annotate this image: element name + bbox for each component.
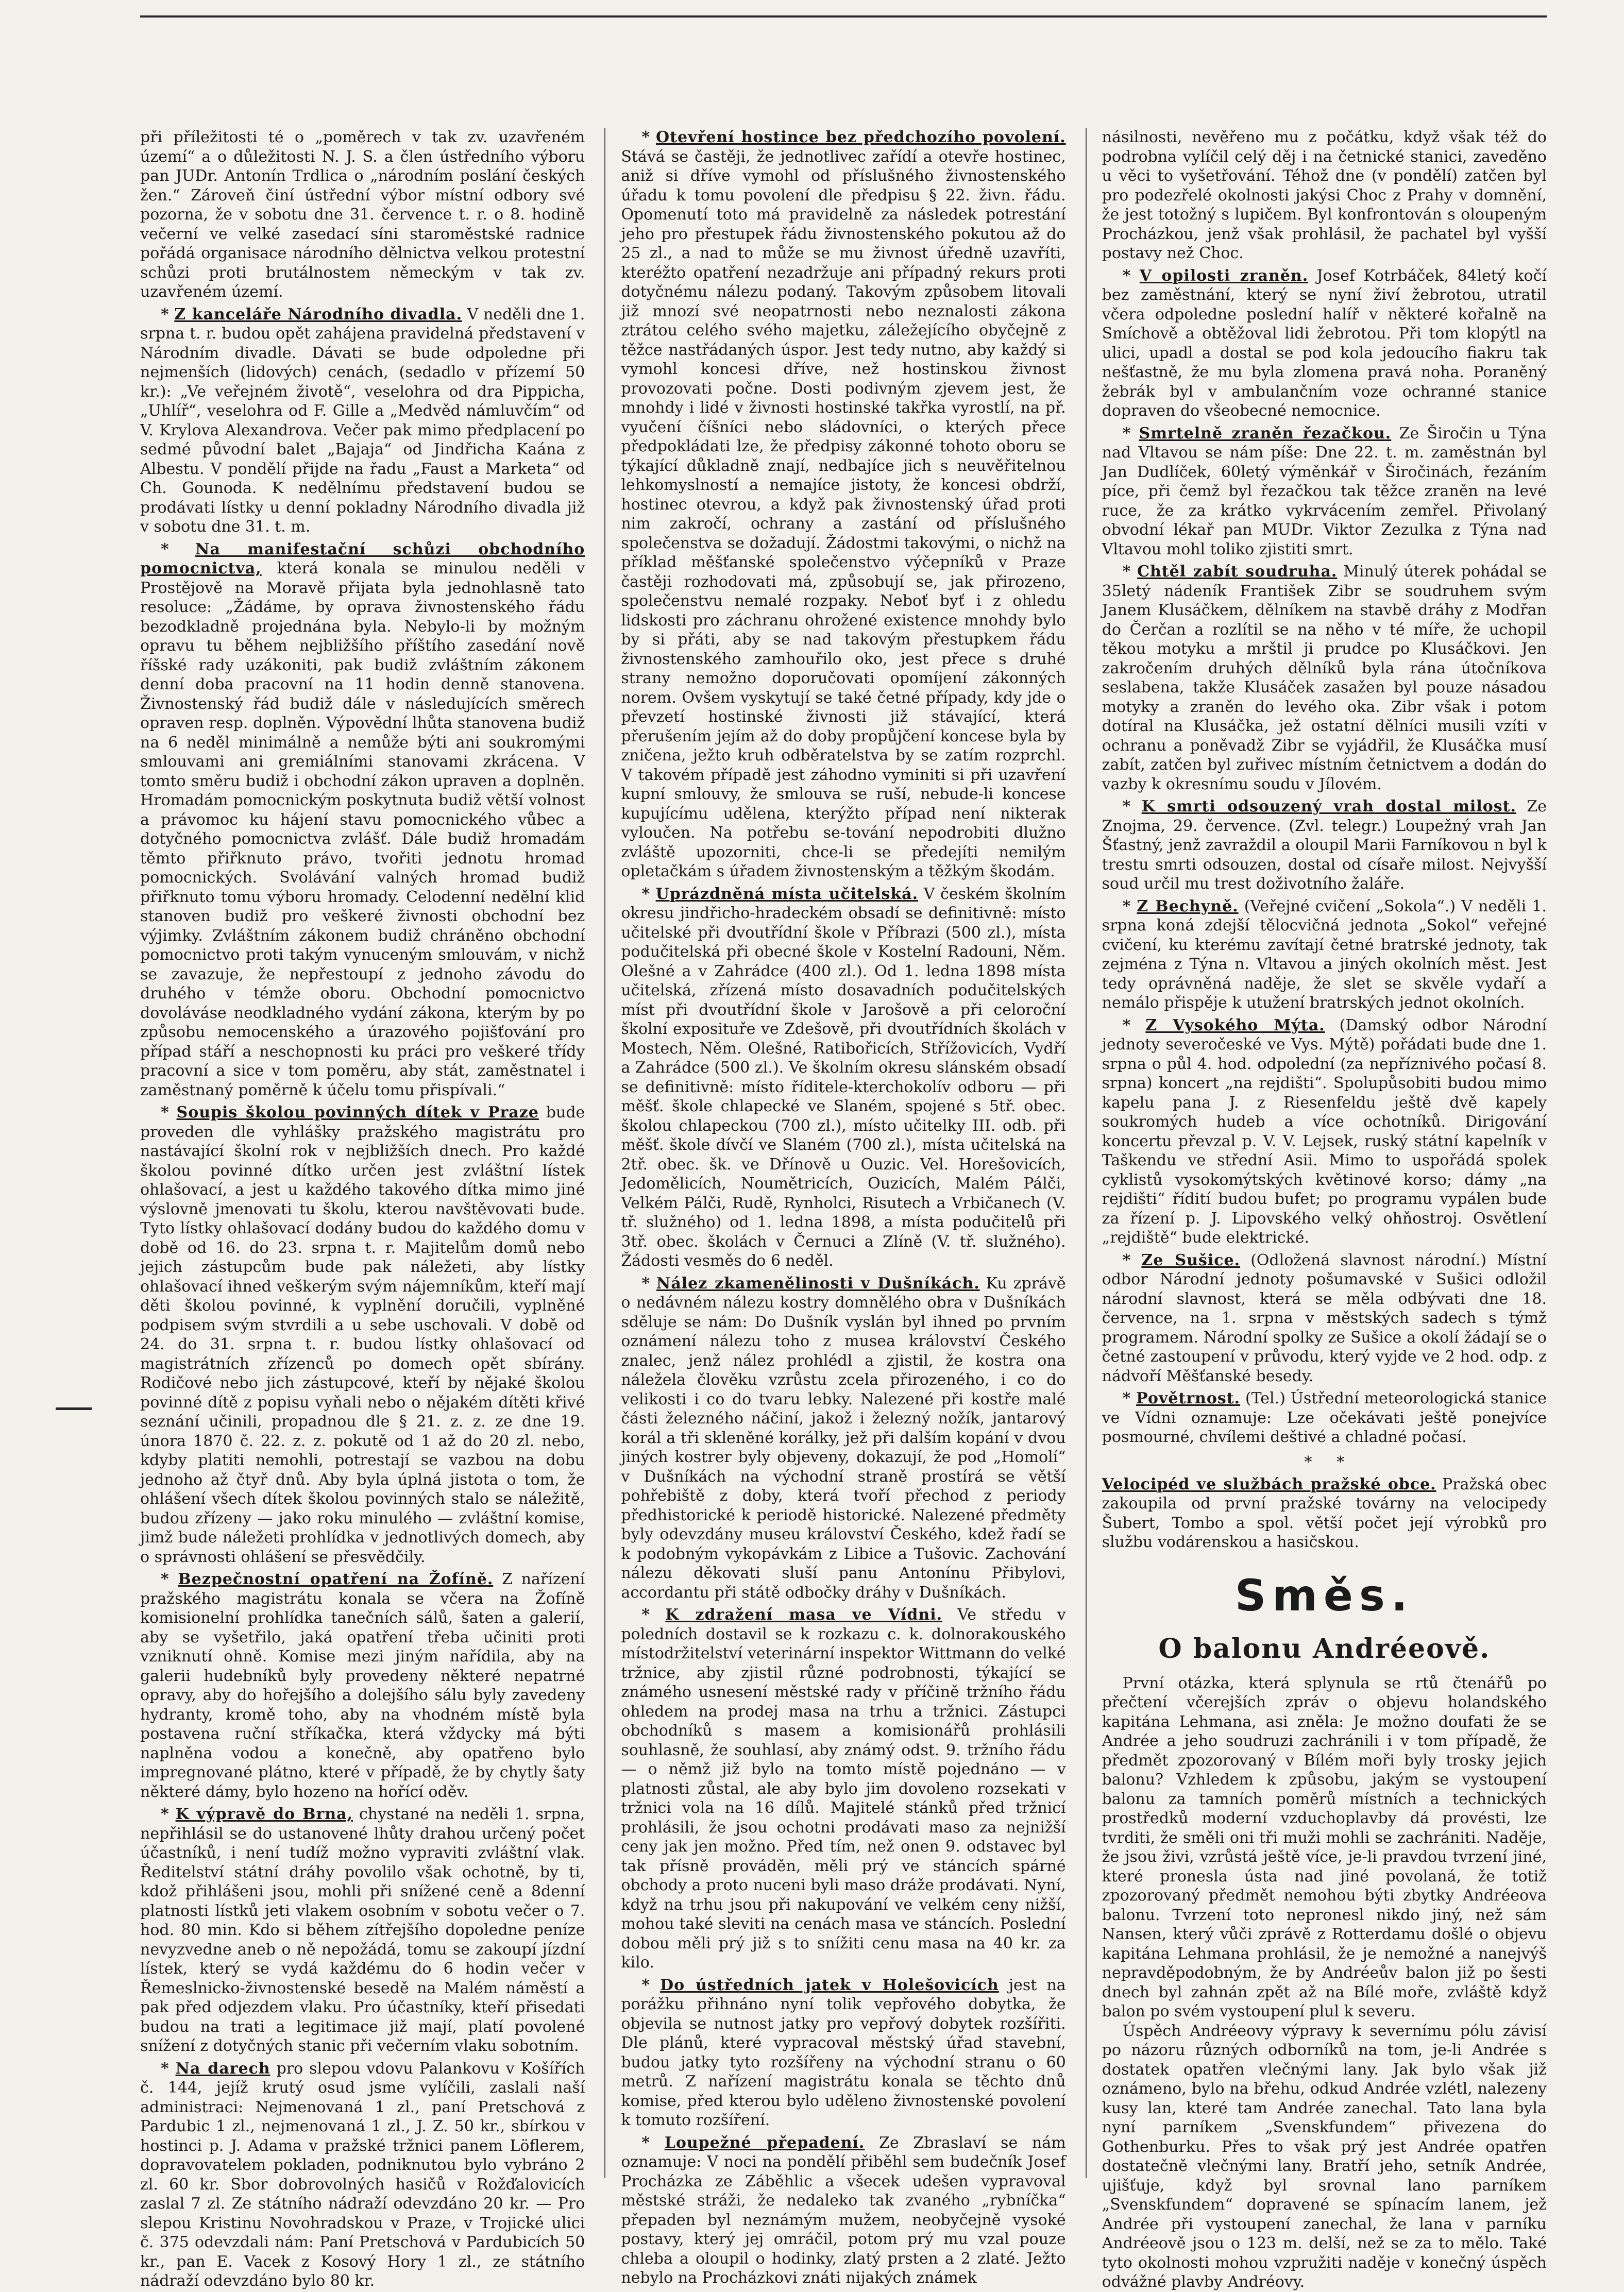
- article: [1102, 1475, 1547, 1552]
- article-body: při příležitosti té o „poměrech v tak zv. uzavřeném území“ a o důležitosti N. J. S. a člen ústředního výboru pan JUDr. Antonín Trdlica o „národním poslání českých žen.“ Zároveň činí ústřední výbor místní odbory své pozorna, že v sobotu dne 31. července t. r. o 8. hodině večerní ve velké zasedací síni staroměstské radnice pořádá organisace národního dělnictva velkou protestní schůzi proti brutálnostem německým v tak zv. uzavřeném území.: [140, 128, 585, 301]
- article-title: Chtěl zabít soudruha.: [1137, 563, 1338, 581]
- article-body: (Odložená slavnost národní.) Místní odbor Národní jednoty pošumavské v Sušici odložil národní slavnost, která se měla odbývati dne 18. července, na 1. srpna v městských sadech s týmž programem. Národní spolky ze Sušice a okolí žádají se o četné zastoupení v průvodu, který vyjde ve 2 hod. odp. z nádvoří Měšťanské besedy.: [1102, 1251, 1547, 1385]
- article-title: Otevření hostince bez předchozího povolení.: [656, 128, 1066, 146]
- article: * Bezpečnostní opatření na Žofíně. Z nařízení pražského magistrátu konala se včera na Žofíně komisionelní prohlídka tanečních sálů, šaten a galerií, aby se vyšetřilo, jaká opatření třeba učiniti proti vzniknutí ohně. Komise mezi jiným nařídila, aby na galerii hudebníků byly provedeny některé nepatrné opravy, aby do hořejšího a dolejšího sálu byly zavedeny hydranty, kromě toho, aby na vhodném místě byla postavena ruční stříkačka, která vždycky má býti naplněna vodou a konečně, aby opatřeno bylo impregnované plátno, které v případě, že by chytly šaty některé dámy, bylo hozeno na hořící oděv.: [140, 1570, 585, 1801]
- top-rule: [140, 15, 1547, 18]
- column-1: [140, 128, 585, 2290]
- article-title: Velocipéd ve službách pražské obce.: [1102, 1475, 1436, 1493]
- article-title: Uprázdněná místa učitelská.: [655, 885, 919, 903]
- article-body: chystané na neděli 1. srpna, nepřihlásil se do ustanovené lhůty drahou určený počet účastníků, i není tudíž možno vypraviti zvláštní vlak. Ředitelství státní dráhy povolilo však ochotně, by ti, kdož přihlášeni jsou, mohli při snížené ceně a 8denní platnosti lístků jeti vlakem osobním v sobotu večer o 7. hod. 80 min. Kdo si během zítřejšího dopoledne peníze nevyzvedne aneb o ně nepožádá, tomu se zakoupí jízdní lístek, který se vydá každému do 6 hodin večer v Řemeslnicko-živnostenské besedě na Malém náměstí a pak před odjezdem vlaku. Pro účastníky, kteří přisedati budou na trati a legitimace již mají, platí povolené snížení z dotyčných stanic při večerním vlaku sobotním.: [140, 1805, 585, 2055]
- article-title: Do ústředních jatek v Holešovicích: [660, 1976, 999, 1994]
- article-body: Pražská obec zakoupila od první pražské továrny na velocipedy Šubert, Tombo a spol. větší počet její výrobků pro službu vodárenskou a hasičskou.: [1102, 1475, 1547, 1551]
- article-body: Ze Širočin u Týna nad Vltavou se nám píše: Dne 22. t. m. zaměstnán byl Jan Dudlíček, 60letý výměnkář v Širočinách, řezáním píce, při čemž byl řezačkou tak těžce zraněn na levé ruce, že za krátko vykrvácením zemřel. Přivolaný obvodní lékař pan MUDr. Viktor Zezulka z Týna nad Vltavou mohl toliko zjistiti smrt.: [1102, 424, 1547, 558]
- article: * Nález zkamenělinosti v Dušníkách. Ku zprávě o nedávném nálezu kostry domnělého obra v Dušníkách sděluje se nám: Do Dušník vyslán byl ihned po prvním oznámení nálezu toho z musea království Českého znalec, jenž nález prohlédl a zjistil, že kostra ona náležela člověku vzrůstu zcela přirozeného, i co do velikosti i co do tvaru lebky. Nalezené při kostře malé části železného náčiní, jakož i železný nožík, jantarový korál a tři skleněné korálky, jež při dalším kopání v dvou jiných kostrer byly objeveny, dokazují, že pod „Homolí“ v Dušníkách na východní straně prostírá se větší pohřebiště z doby, která tvoří přechod z periody předhistorické k periodě historické. Nalezené předměty byly odevzdány museu království Českého, kdež řadí se k podobným vykopávkám z Libice a Tušovic. Zachování nálezu děkovati sluší panu Antonínu Přibylovi, accordantu při státě odbočky dráhy v Dušníkách.: [621, 1274, 1066, 1602]
- article-body: násilnosti, nevěřeno mu z počátku, když však též do podrobna vylíčil celý děj i na četnické stanici, zaveděno u věci to vyšetřování. Téhož dne (v pondělí) zatčen byl pro podezřelé okolnosti jakýsi Choc z Prahy v domnění, že jest totožný s lupičem. Byl konfrontován s oloupeným Procházkou, jenž však prohlásil, že pachatel byl vyšší postavy než Choc.: [1102, 128, 1547, 262]
- article-body: bude proveden dle vyhlášky pražského magistrátu pro nastávající školní rok v nejbližších dnech. Pro každé školou povinné dítko určen jest zvláštní lístek ohlašovací, a jest u každého takového dítka mimo jiné výslovně jmenovati tu školu, kterou navštěvovati bude. Tyto lístky ohlašovací dodány budou do každého domu v době od 16. do 23. srpna t. r. Majitelům domů nebo jejich zástupcům bude pak náležeti, aby lístky ohlašovací ihned veškerým svým nájemníkům, kteří mají děti školou povinné, k vyplnění doručili, vyplněné podpisem svým stvrdili a u sebe uschovali. V době od 24. do 31. srpna t. r. budou lístky ohlašovací od magistrátních zřízenců po domech opět sbírány. Rodičové nebo jich zástupcové, kteří by nějaké školou povinné dítě z popisu vyňali nebo o nějakém dítěti křivé seznání učinili, propadnou dle § 21. z. z. ze dne 19. února 1870 č. 22. z. z. pokutě od 1 až do 20 zl. nebo, kdyby platiti nemohli, potrestají se vazbou na dobu jednoho až čtyř dnů. Aby byla úplná jistota o tom, že ohlášení všech dítek školou povinných stalo se náležitě, budou zřízeny — jako roku minulého — zvláštní komise, jimž bude náležeti prohlídka v jednotlivých domech, aby o správnosti ohlášení se přesvědčily.: [140, 1103, 585, 1566]
- section-title: Směs.: [1234, 1570, 1414, 1621]
- article-body: (Tel.) Ústřední meteorologická stanice ve Vídni oznamuje: Lze očekávati ještě ponejvíce posmourné, chvílemi deštivé a chladné počasí.: [1102, 1389, 1547, 1446]
- article-title: Na darech: [175, 2059, 270, 2078]
- section-subtitle: O balonu Andréeově.: [1158, 1633, 1491, 1665]
- section-paragraph: První otázka, která splynula se rtů čtenářů po přečtení včerejších zpráv o objevu holandského kapitána Lehmana, asi zněla: Je možno doufati že se Andrée a jeho soudruzi zachránili i v tom případě, že předmět zpozorovaný v Bílém moři byly trosky jejich balonu? Vzhledem k způsobu, jakým se vystoupení balonu za tamních poměrů místních a technických prostředků moderní vzduchoplavby dá provésti, lze tvrditi, že směli oni tři muži mohli se zachrániti. Naděje, že jsou živi, vzrůstá ještě více, je-li pravdou tvrzení jiné, které pronesla ústa nad jiné povolaná, že totiž zpozorovaný předmět nemohou býti zbytky Andréeova balonu. Tvrzení toto nepronesl nikdo jiný, než sám Nansen, který vůči zprávě z Rotterdamu došlé o objevu kapitána Lehmana prohlásil, že je nemožné a nanejvýš nepravděpodobným, že by Andréeův balon již po šesti dnech byl zahnán zpět až na Bílé moře, zvláště když balon po svém vystoupení plul k severu.: [1102, 1674, 1547, 2021]
- article-title: Smrtelně zraněn řezačkou.: [1139, 424, 1392, 443]
- article: * Chtěl zabít soudruha. Minulý úterek pohádal se 35letý nádeník František Zibr se soudruhem svým Janem Klusáčkem, dělníkem na stavbě dráhy z Modřan do Čerčan a rozlítil se na něho v té míře, že uchopil těkou motyku a mrštil ji prudce po Klusáčkovi. Jen zakročením druhých dělníků byla rána útočníkova seslabena, takže Klusáček zasažen byl pouze násadou motyky a zraněn do levého oka. Zibr však i potom dotíral na Klusáčka, jež ostatní dělníci musili vzíti v ochranu a poněvadž Zibr se vyjádřil, že Klusáčka musí zabít, zatčen byl zuřivec místním četnictvem a dodán do vazby k okresnímu soudu v Jílovém.: [1102, 563, 1547, 793]
- article: * Do ústředních jatek v Holešovicích jest na porážku přihnáno nyní tolik vepřového dobytka, že objevila se nutnost jatky pro vepřový dobytek rozšířiti. Dle plánů, které vypracoval městský úřad stavební, budou jatky tyto rozšířeny na východní stranu o 60 metrů. Z nařízení magistrátu konala se těchto dnů komise, před kterou bylo uděleno živnostenské povolení k tomuto rozšíření.: [621, 1976, 1066, 2129]
- column-2: [604, 128, 1066, 2287]
- article: * Z Bechyně. (Veřejné cvičení „Sokola“.) V neděli 1. srpna koná zdejší tělocvičná jednota „Sokol“ veřejné cvičení, ku kterému zavítají četné bratrské jednoty, tak zejména z Týna n. Vltavou a jiných okolních měst. Jest tedy oprávněná naděje, že slet se skvěle vydaří a nemálo přispěje k utužení bratrských jednot okolních.: [1102, 897, 1547, 1012]
- article: [1102, 1674, 1547, 2292]
- article-title: Loupežné přepadení.: [664, 2133, 865, 2152]
- article-title: Na manifestační schůzi obchodního pomocnictva,: [140, 540, 585, 578]
- article-title: Z kanceláře Národního divadla.: [174, 305, 463, 324]
- article-title: Povětrnost.: [1136, 1389, 1241, 1407]
- article: * Otevření hostince bez předchozího povolení. Stává se častěji, že jednotlivec zařídí a otevře hostinec, aniž si dříve vymohl od příslušného živnostenského úřadu k tomu povolení dle předpisu § 22. živn. řádu. Opomenutí toto má pravidelně za následek potrestání jeho pro přestupek řádu živnostenského pokutou až do 25 zl., a nad to může se mu živnost úředně uzavříti, kteréžto opatření nezadržuje ani případný rekurs proti dotyčnému nálezu podaný. Takovým způsobem litovali již mnozí své neopatrnosti nebo neznalosti zákona ztrátou celého svého majetku, záležejícího obyčejně z těžce nastřádaných úspor. Jest tedy nutno, aby každý si vymohl koncesi dříve, než hostinskou živnost provozovati počne. Dosti podivným zjevem jest, že mnohdy i lidé v živnosti hostinské takřka vyrostlí, na př. vyučení číšníci nebo sládovníci, o kterých přece předpokládati lze, že předpisy zákonné tohoto oboru se týkající důkladně znají, nedbajíce jich s neuvěřitelnou lehkomyslností a nemajíce jistoty, že koncesi obdrží, hostinec otevrou, a když pak živnostenský úřad proti nim zakročí, ochrany a zastání od příslušného společenstva se dožadují. Žádostmi takovými, o nichž na příklad měšťanské společenstvo výčepníků v Praze častěji rozhodovati má, způsobují se, jak přirozeno, společenstvu nemalé rozpaky. Neboť byť i z ohledu lidskosti pro záchranu ohrožené existence mnohdy bylo by si přáti, aby se nad takovým přestupkem řádu živnostenského zamhouřilo oko, jest přece s druhé strany nemožno doporučovati opomíjení zákonných norem. Ovšem vyskytují se také četné případy, kdy jde o převzetí hostinské živnosti již stávající, která přerušením jejím až do doby propůjčení koncese byla by zničena, ježto kruh odběratelstva by se zatím rozprchl. V takovém případě jest záhodno vyminiti si při uzavření kupní smlouvy, že smlouva se ruší, nebude-li koncese kupujícímu udělena, kterýžto případ není nikterak vyloučen. Na potřebu se-tování nepodrobiti dlužno zvláště upozorniti, chce-li se předejíti nemilým opletačkám s úřadem živnostenským a těžkým škodám.: [621, 128, 1066, 880]
- article-body: pro slepou vdovu Palankovu v Košířích č. 144, jejíž krutý osud jsme vylíčili, zaslali naší administraci: Nejmenovaná 1 zl., paní Pretschová z Pardubic 1 zl., nejmenovaná 1 zl., J. Z. 50 kr., sbírkou v hostinci p. J. Adama v pražské tržnici panem Löflerem, dopravovatelem pokladen, podniknutou bylo vybráno 2 zl. 60 kr. Sbor dobrovolných hasičů v Rožďalovicích zaslal 7 zl. Ze státního nádraží odevzdáno 20 kr. — Pro slepou Kristinu Novohradskou v Praze, v Trojické ulici č. 375 odevzdali nám: Paní Pretschová v Pardubicích 50 kr., pan E. Vacek z Kosový Hory 1 zl., ze státního nádraží odevzdáno bylo 80 kr.: [140, 2059, 585, 2290]
- article: * K zdražení masa ve Vídni. Ve středu v poledních dostavil se k rozkazu c. k. dolnorakouského místodržitelství veterinární inspektor Wittmann do velké tržnice, aby zjistil různé podrobnosti, týkající se známého usnesení městské rady v příčině tržního řádu ohledem na prodej masa na trhu a tržnici. Zástupci obchodníků s masem a komisionářů prohlásili souhlasně, že souhlasí, aby známý odst. 9. tržního řádu — o němž již bylo na tomto místě pojednáno — v platnosti zůstal, ale aby bylo jim dovoleno rozsekati v tržnici vola na 16 dílů. Majitelé stánků před tržnicí prohlásili, že jsou ochotni prodávati maso za nejnižší ceny jak jen možno. Před tím, než onen 9. odstavec byl tak přísně prováděn, měli prý ve stáncích spárné obchody a proto nuceni byli maso dráže prodávati. Nyní, když na trhu jsou při nakupování ve velkém ceny nižší, mohou také sleviti na cenách masa ve stáncích. Poslední dobou měli prý již s to snížiti cenu masa na 40 kr. za kilo.: [621, 1606, 1066, 1972]
- article: * Loupežné přepadení. Ze Zbraslaví se nám oznamuje: V noci na pondělí přiběhl sem budečník Josef Procházka ze Záběhlic a všecek udešen vypravoval městské stráži, že nedaleko tak zvaného „rybníčka“ přepaden byl neznámým mužem, neobyčejně vysoké postavy, který jej omráčil, potom prý mu vzal pouze chleba a oloupil o hodinky, zlatý prsten a 2 zlaté. Ježto nebylo na Procházkovi znáti nijakých známek: [621, 2133, 1066, 2287]
- article: * Povětrnost. (Tel.) Ústřední meteorologická stanice ve Vídni oznamuje: Lze očekávati ještě ponejvíce posmourné, chvílemi deštivé a chladné počasí.: [1102, 1389, 1547, 1446]
- article: * Na darech pro slepou vdovu Palankovu v Košířích č. 144, jejíž krutý osud jsme vylíčili, zaslali naší administraci: Nejmenovaná 1 zl., paní Pretschová z Pardubic 1 zl., nejmenovaná 1 zl., J. Z. 50 kr., sbírkou v hostinci p. J. Adama v pražské tržnici panem Löflerem, dopravovatelem pokladen, podniknutou bylo vybráno 2 zl. 60 kr. Sbor dobrovolných hasičů v Rožďalovicích zaslal 7 zl. Ze státního nádraží odevzdáno 20 kr. — Pro slepou Kristinu Novohradskou v Praze, v Trojické ulici č. 375 odevzdali nám: Paní Pretschová v Pardubicích 50 kr., pan E. Vacek z Kosový Hory 1 zl., ze státního nádraží odevzdáno bylo 80 kr.: [140, 2059, 585, 2290]
- article-body: Z nařízení pražského magistrátu konala se včera na Žofíně komisionelní prohlídka tanečních sálů, šaten a galerií, aby se vyšetřilo, jaká opatření třeba učiniti proti vzniknutí ohně. Komise mezi jiným nařídila, aby na galerii hudebníků byly provedeny některé nepatrné opravy, aby do hořejšího a dolejšího sálu byly zavedeny hydranty, kromě toho, aby na vhodném místě byla postavena ruční stříkačka, která vždycky má býti naplněna vodou a konečně, aby opatřeno bylo impregnované plátno, které v případě, že by chytly šaty některé dámy, bylo hozeno na hořící oděv.: [140, 1570, 585, 1801]
- article-title: Bezpečnostní opatření na Žofíně.: [178, 1570, 494, 1588]
- article-body: V českém školním okresu jindřicho-hradeckém obsadí se definitivně: místo učitelské při dvoutřídní škole v Příbrazi (500 zl.), místa podučitelská při obecné škole v Kostelní Radouni, Něm. Olešné a v Zahrádce (400 zl.). Od 1. ledna 1898 místa učitelská, zřízená místo dosavadních podučitelských míst při dvoutřídní škole v Jarošově a při celoroční školní exposituře ve Zdešově, při dvoutřídních školách v Mostech, Něm. Olešné, Ratibořicích, Střížovicích, Vydří a Zahrádce (500 zl.). Ve školním okresu slánském obsadí se definitivně: místo říditele-kterchokolív odboru — při měšť. škole chlapecké ve Slaném, spojené s 5tř. obec. školou chlapeckou (700 zl.), místo učitelky III. odb. při měšť. škole dívčí ve Slaném (700 zl.), místa učitelská na 2tř. obec. šk. ve Dřínově u Ouzic. Vel. Horešovicích, Jedomělicích, Noumětricích, Ouzicích, Malém Pálči, Velkém Pálči, Rudě, Rynholci, Risutech a Vrbičanech (V. tř. služného) od 1. ledna 1898, a místa podučitelů při 3tř. obec. školách v Černuci a Zlíně (V. tř. služného). Žádosti vesměs do 6 neděl.: [621, 885, 1066, 1270]
- article: [1102, 128, 1547, 263]
- article-body: která konala se minulou neděli v Prostějově na Moravě přijata byla jednohlasně tato resoluce: „Žádáme, by oprava živnostenského řádu bezodkladně projednána byla. Nebylo-li by možným opravu tu během nejbližšího příštího zasedání nově říšské rady uzákoniti, pak budiž zvláštním zákonem denní doba pracovní na 11 hodin denně stanovena. Živnostenský řád budiž dále v následujících směrech opraven resp. doplněn. Výpovědní lhůta stanovena budiž na 6 neděl minimálně a nemůže býti ani soukromými smlouvami ani gremiálními stanovami zkrácena. V tomto směru budiž i obchodní zákon upraven a doplněn. Hromadám pomocnickým poskytnuta budiž větší volnost a právomoc ku hájení stavu pomocnického vůbec a dotyčného pomocnictva zvlášť. Dále budiž hromadám těmto přiřknuto právo, tvořiti jednotu hromad pomocnických. Svolávání valných hromad budiž přiřknuto tomu výboru hromady. Celodenní nedělní klid stanoven budiž pro veškeré živnosti obchodní bez výjimky. Zvláštním zákonem budiž chráněno obchodní pomocnictvo proti takým vynuceným smlouvám, v nichž se zavazuje, že nepřestoupí z jednoho závodu do druhého v témže oboru. Obchodní pomocnictvo dovoláváse neodkladného vydání zákona, kterým by po způsobu nemocenského a úrazového pojišťování pro případ stáří a neschopnosti ku práci pro veškeré třídy pracovní a sice v tom poměru, aby stát, zaměstnatel i zaměstnaný poměrně k účelu tomu přispívali.“: [140, 559, 585, 1099]
- article-title: Z Vysokého Mýta.: [1145, 1016, 1325, 1034]
- section-paragraph: Úspěch Andréeovy výpravy k severnímu pólu závisí po názoru různých odborníků na tom, je-li Andrée s dostatek opatřen vlečnými lany. Jak bylo však již oznámeno, bylo na břehu, odkud Andrée vzlétl, nalezeny kusy lan, které tam Andrée zanechal. Tato lana byla nyní parníkem „Svenskfundem“ přivezena do Gothenburku. Přes to však prý jest Andrée opatřen dostatečně vlečnými lany. Bratří jeho, setník Andrée, ujišťuje, když byl srovnal lano parníkem „Svenskfundem“ dopravené se spínacím lanem, jež Andrée při vystoupení zanechal, že lana v parníku Andréeově jsou o 123 m. delší, než se za to mělo. Také tyto okolnosti mohou vzpružiti naděje v konečný úspěch odvážné plavby Andréovy.: [1102, 2022, 1547, 2291]
- column-3: [1086, 128, 1547, 2291]
- article: * Soupis školou povinných dítek v Praze bude proveden dle vyhlášky pražského magistrátu pro nastávající školní rok v nejbližších dnech. Pro každé školou povinné dítko určen jest zvláštní lístek ohlašovací, a jest u každého takového dítka mimo jiné výslovně jmenovati tu školu, kterou navštěvovati bude. Tyto lístky ohlašovací dodány budou do každého domu v době od 16. do 23. srpna t. r. Majitelům domů nebo jejich zástupcům bude pak náležeti, aby lístky ohlašovací ihned veškerým svým nájemníkům, kteří mají děti školou povinné, k vyplnění doručili, vyplněné podpisem svým stvrdili a u sebe uschovali. V době od 24. do 31. srpna t. r. budou lístky ohlašovací od magistrátních zřízenců po domech opět sbírány. Rodičové nebo jich zástupcové, kteří by nějaké školou povinné dítě z popisu vyňali nebo o nějakém dítěti křivé seznání učinili, propadnou dle § 21. z. z. ze dne 19. února 1870 č. 22. z. z. pokutě od 1 až do 20 zl. nebo, kdyby platiti nemohli, potrestají se vazbou na dobu jednoho až čtyř dnů. Aby byla úplná jistota o tom, že ohlášení všech dítek školou povinných stalo se náležitě, budou zřízeny — jako roku minulého — zvláštní komise, jimž bude náležeti prohlídka v jednotlivých domech, aby o správnosti ohlášení se přesvědčily.: [140, 1103, 585, 1566]
- article-title: K výpravě do Brna,: [175, 1805, 353, 1823]
- margin-mark: [56, 1407, 92, 1410]
- article-body: Ku zprávě o nedávném nálezu kostry domnělého obra v Dušníkách sděluje se nám: Do Dušník vyslán byl ihned po prvním oznámení nálezu toho z musea království Českého znalec, jenž nález prohlédl a zjistil, že kostra ona náležela člověku vzrůstu zcela přirozeného, i co do velikosti i co do tvaru lebky. Nalezené při kostře malé části železného náčiní, jakož i železný nožík, jantarový korál a tři skleněné korálky, jež při dalším kopání v dvou jiných kostrer byly objeveny, dokazují, že pod „Homolí“ v Dušníkách na východní straně prostírá se větší pohřebiště z doby, která tvoří přechod z periody předhistorické k periodě historické. Nalezené předměty byly odevzdány museu království Českého, kdež řadí se k podobným vykopávkám z Libice a Tušovic. Zachování nálezu děkovati sluší panu Antonínu Přibylovi, accordantu při státě odbočky dráhy v Dušníkách.: [621, 1274, 1066, 1602]
- article: * Z Vysokého Mýta. (Damský odbor Národní jednoty severočeské ve Vys. Mýtě) pořádati bude dne 1. srpna o půl 4. hod. odpolední (za nepříznivého počasí 8. srpna) koncert „na rejdišti“. Spolupůsobiti budou mimo kapelu pana J. z Riesenfeldu ještě dvě kapely soukromých hudeb a více ochotníků. Dirigování koncertu převzal p. V. V. Lejsek, ruský státní kapelník v Taškendu ve střední Asii. Mimo to uspořádá spolek cyklistů vysokomýtských květinové korso; dámy „na rejdišti“ řídití budou bufet; po programu vypálen bude za řízení p. J. Lipovského velký ohňostroj. Osvětlení „rejdiště“ bude elektrické.: [1102, 1016, 1547, 1247]
- columns: [140, 128, 1547, 2291]
- article-body: Stává se častěji, že jednotlivec zařídí a otevře hostinec, aniž si dříve vymohl od příslušného živnostenského úřadu k tomu povolení dle předpisu § 22. živn. řádu. Opomenutí toto má pravidelně za následek potrestání jeho pro přestupek řádu živnostenského pokutou až do 25 zl., a nad to může se mu živnost úředně uzavříti, kteréžto opatření nezadržuje ani případný rekurs proti dotyčnému nálezu podaný. Takovým způsobem litovali již mnozí své neopatrnosti nebo neznalosti zákona ztrátou celého svého majetku, záležejícího obyčejně z těžce nastřádaných úspor. Jest tedy nutno, aby každý si vymohl koncesi dříve, než hostinskou živnost provozovati počne. Dosti podivným zjevem jest, že mnohdy i lidé v živnosti hostinské takřka vyrostlí, na př. vyučení číšníci nebo sládovníci, o kterých přece předpokládati lze, že předpisy zákonné tohoto oboru se týkající důkladně znají, nedbajíce jich s neuvěřitelnou lehkomyslností a nemajíce jistoty, že koncesi obdrží, hostinec otevrou, a když pak živnostenský úřad proti nim zakročí, ochrany a zastání od příslušného společenstva se dožadují. Žádostmi takovými, o nichž na příklad měšťanské společenstvo výčepníků v Praze častěji rozhodovati má, způsobují se, jak přirozeno, společenstvu nemalé rozpaky. Neboť byť i z ohledu lidskosti pro záchranu ohrožené existence mnohdy bylo by si přáti, aby se nad takovým přestupkem řádu živnostenského zamhouřilo oko, jest přece s druhé strany nemožno doporučovati opomíjení zákonných norem. Ovšem vyskytují se také četné případy, kdy jde o převzetí hostinské živnosti již stávající, která přerušením jejím až do doby propůjčení koncese byla by zničena, ježto kruh odběratelstva by se zatím rozprchl. V takovém případě jest záhodno vyminiti si při uzavření kupní smlouvy, že smlouva se ruší, nebude-li koncese kupujícímu udělena, kterýžto případ není nikterak vyloučen. Na potřebu se-tování nepodrobiti dlužno zvláště upozorniti, chce-li se předejíti nemilým opletačkám s úřadem živnostenským a těžkým škodám.: [621, 147, 1066, 880]
- article-body: (Veřejné cvičení „Sokola“.) V neděli 1. srpna koná zdejší tělocvičná jednota „Sokol“ veřejné cvičení, ku kterému zavítají četné bratrské jednoty, tak zejména z Týna n. Vltavou a jiných okolních měst. Jest tedy oprávněná naděje, že slet se skvěle vydaří a nemálo přispěje k utužení bratrských jednot okolních.: [1102, 897, 1547, 1012]
- article-body: jest na porážku přihnáno nyní tolik vepřového dobytka, že objevila se nutnost jatky pro vepřový dobytek rozšířiti. Dle plánů, které vypracoval městský úřad stavební, budou jatky tyto rozšířeny na východní stranu o 60 metrů. Z nařízení magistrátu konala se těchto dnů komise, před kterou bylo uděleno živnostenské povolení k tomuto rozšíření.: [621, 1976, 1066, 2129]
- article-body: Ze Zbraslaví se nám oznamuje: V noci na pondělí přiběhl sem budečník Josef Procházka ze Záběhlic a všecek udešen vypravoval městské stráži, že nedaleko tak zvaného „rybníčka“ přepaden byl neznámým mužem, neobyčejně vysoké postavy, který jej omráčil, potom prý mu vzal pouze chleba a oloupil o hodinky, zlatý prsten a 2 zlaté. Ježto nebylo na Procházkovi znáti nijakých známek: [621, 2133, 1066, 2287]
- article: * K smrti odsouzený vrah dostal milost. Ze Znojma, 29. července. (Zvl. telegr.) Loupežný vrah Jan Šťastný, jenž zavraždil a oloupil Marii Farníkovou n byl k trestu smrti odsouzen, dostal od císaře milost. Nejvyšší soud určil mu trest doživotního žaláře.: [1102, 797, 1547, 893]
- article: [140, 128, 585, 302]
- article-title: V opilosti zraněn.: [1139, 266, 1309, 285]
- article-title: K zdražení masa ve Vídni.: [665, 1606, 943, 1624]
- divider-stars: * *: [1304, 1453, 1345, 1471]
- article-title: K smrti odsouzený vrah dostal milost.: [1141, 797, 1516, 816]
- article-title: Z Bechyně.: [1137, 897, 1239, 915]
- article: * V opilosti zraněn. Josef Kotrbáček, 84letý kočí bez zaměstnání, který se nyní živí žebrotou, utratil včera odpoledne poslední halíř v některé kořalně na Smíchově a obtěžoval lidi žebrotou. Při tom klopýtl na ulici, upadl a dostal se pod kola jedoucího fiakru tak nešťastně, že mu byla zlomena pravá noha. Poraněný žebrák byl v ambulančním voze ochranné stanice dopraven do všeobecné nemocnice.: [1102, 266, 1547, 420]
- article-body: Ve středu v poledních dostavil se k rozkazu c. k. dolnorakouského místodržitelství veterinární inspektor Wittmann do velké tržnice, aby zjistil různé podrobnosti, týkající se známého usnesení městské rady v příčině tržního řádu ohledem na prodej masa na trhu a tržnici. Zástupci obchodníků s masem a komisionářů prohlásili souhlasně, že souhlasí, aby známý odst. 9. tržního řádu — o němž již bylo na tomto místě pojednáno — v platnosti zůstal, ale aby bylo jim dovoleno rozsekati v tržnici vola na 16 dílů. Majitelé stánků před tržnicí prohlásili, že jsou ochotni prodávati maso za nejnižší ceny jak jen možno. Před tím, než onen 9. odstavec byl tak přísně prováděn, měli prý ve stáncích spárné obchody a proto nuceni byli maso dráže prodávati. Nyní, když na trhu jsou při nakupování ve velkém ceny nižší, mohou také sleviti na cenách masa ve stáncích. Poslední dobou měli prý již s to snížiti cenu masa na 40 kr. za kilo.: [621, 1606, 1066, 1972]
- article-body: V neděli dne 1. srpna t. r. budou opět zahájena pravidelná představení v Národním divadle. Dávati se bude odpoledne při nejmenších (lidových) cenách, (sedadlo v přízemí 50 kr.): „Ve veřejném životě“, veselohra od dra Pippicha, „Uhlíř“, veselohra od F. Gille a „Medvěd námluvčím“ od V. Krylova Alexandrova. Večer pak mimo předplacení po sedmé původní balet „Bajaja“ od Jindřicha Kaána z Albestu. V pondělí přijde na řadu „Faust a Marketa“ od Ch. Gounoda. K nedělnímu představení budou se prodávati lístky u denní pokladny Národního divadla již v sobotu dne 31. t. m.: [140, 305, 585, 536]
- article-body: Josef Kotrbáček, 84letý kočí bez zaměstnání, který se nyní živí žebrotou, utratil včera odpoledne poslední halíř v některé kořalně na Smíchově a obtěžoval lidi žebrotou. Při tom klopýtl na ulici, upadl a dostal se pod kola jedoucího fiakru tak nešťastně, že mu byla zlomena pravá noha. Poraněný žebrák byl v ambulančním voze ochranné stanice dopraven do všeobecné nemocnice.: [1102, 266, 1547, 420]
- article-title: Nález zkamenělinosti v Dušníkách.: [656, 1274, 980, 1293]
- article: * Na manifestační schůzi obchodního pomocnictva, která konala se minulou neděli v Prostějově na Moravě přijata byla jednohlasně tato resoluce: „Žádáme, by oprava živnostenského řádu bezodkladně projednána byla. Nebylo-li by možným opravu tu během nejbližšího příštího zasedání nově říšské rady uzákoniti, pak budiž zvláštním zákonem denní doba pracovní na 11 hodin denně stanovena. Živnostenský řád budiž dále v následujících směrech opraven resp. doplněn. Výpovědní lhůta stanovena budiž na 6 neděl minimálně a nemůže býti ani soukromými smlouvami ani gremiálními stanovami zkrácena. V tomto směru budiž i obchodní zákon upraven a doplněn. Hromadám pomocnickým poskytnuta budiž větší volnost a právomoc ku hájení stavu pomocnického vůbec a dotyčného pomocnictva zvlášť. Dále budiž hromadám těmto přiřknuto právo, tvořiti jednotu hromad pomocnických. Svolávání valných hromad budiž přiřknuto tomu výboru hromady. Celodenní nedělní klid stanoven budiž pro veškeré živnosti obchodní bez výjimky. Zvláštním zákonem budiž chráněno obchodní pomocnictvo proti takým vynuceným smlouvám, v nichž se zavazuje, že nepřestoupí z jednoho závodu do druhého v témže oboru. Obchodní pomocnictvo dovoláváse neodkladného vydání zákona, kterým by po způsobu nemocenského a úrazového pojišťování pro případ stáří a neschopnosti ku práci pro veškeré třídy pracovní a sice v tom poměru, aby stát, zaměstnatel i zaměstnaný poměrně k účelu tomu přispívali.“: [140, 540, 585, 1099]
- article-title: Soupis školou povinných dítek v Praze: [176, 1103, 539, 1122]
- article: * Uprázdněná místa učitelská. V českém školním okresu jindřicho-hradeckém obsadí se definitivně: místo učitelské při dvoutřídní škole v Příbrazi (500 zl.), místa podučitelská při obecné škole v Kostelní Radouni, Něm. Olešné a v Zahrádce (400 zl.). Od 1. ledna 1898 místa učitelská, zřízená místo dosavadních podučitelských míst při dvoutřídní škole v Jarošově a při celoroční školní exposituře ve Zdešově, při dvoutřídních školách v Mostech, Něm. Olešné, Ratibořicích, Střížovicích, Vydří a Zahrádce (500 zl.). Ve školním okresu slánském obsadí se definitivně: místo říditele-kterchokolív odboru — při měšť. škole chlapecké ve Slaném, spojené s 5tř. obec. školou chlapeckou (700 zl.), místo učitelky III. odb. při měšť. škole dívčí ve Slaném (700 zl.), místa učitelská na 2tř. obec. šk. ve Dřínově u Ouzic. Vel. Horešovicích, Jedomělicích, Noumětricích, Ouzicích, Malém Pálči, Velkém Pálči, Rudě, Rynholci, Risutech a Vrbičanech (V. tř. služného) od 1. ledna 1898, a místa podučitelů při 3tř. obec. školách v Černuci a Zlíně (V. tř. služného). Žádosti vesměs do 6 neděl.: [621, 885, 1066, 1270]
- article: * Z kanceláře Národního divadla. V neděli dne 1. srpna t. r. budou opět zahájena pravidelná představení v Národním divadle. Dávati se bude odpoledne při nejmenších (lidových) cenách, (sedadlo v přízemí 50 kr.): „Ve veřejném životě“, veselohra od dra Pippicha, „Uhlíř“, veselohra od F. Gille a „Medvěd námluvčím“ od V. Krylova Alexandrova. Večer pak mimo předplacení po sedmé původní balet „Bajaja“ od Jindřicha Kaána z Albestu. V pondělí přijde na řadu „Faust a Marketa“ od Ch. Gounoda. K nedělnímu představení budou se prodávati lístky u denní pokladny Národního divadla již v sobotu dne 31. t. m.: [140, 305, 585, 536]
- article-title: Ze Sušice.: [1141, 1251, 1241, 1269]
- article: * K výpravě do Brna, chystané na neděli 1. srpna, nepřihlásil se do ustanovené lhůty drahou určený počet účastníků, i není tudíž možno vypraviti zvláštní vlak. Ředitelství státní dráhy povolilo však ochotně, by ti, kdož přihlášeni jsou, mohli při snížené ceně a 8denní platnosti lístků jeti vlakem osobním v sobotu večer o 7. hod. 80 min. Kdo si během zítřejšího dopoledne peníze nevyzvedne aneb o ně nepožádá, tomu se zakoupí jízdní lístek, který se vydá každému do 6 hodin večer v Řemeslnicko-živnostenské besedě na Malém náměstí a pak před odjezdem vlaku. Pro účastníky, kteří přisedati budou na trati a legitimace již mají, platí povolené snížení z dotyčných stanic při večerním vlaku sobotním.: [140, 1805, 585, 2055]
- article: * Ze Sušice. (Odložená slavnost národní.) Místní odbor Národní jednoty pošumavské v Sušici odložil národní slavnost, která se měla odbývati dne 18. července, na 1. srpna v městských sadech s týmž programem. Národní spolky ze Sušice a okolí žádají se o četné zastoupení v průvodu, který vyjde ve 2 hod. odp. z nádvoří Měšťanské besedy.: [1102, 1251, 1547, 1385]
- article: * Smrtelně zraněn řezačkou. Ze Širočin u Týna nad Vltavou se nám píše: Dne 22. t. m. zaměstnán byl Jan Dudlíček, 60letý výměnkář v Širočinách, řezáním píce, při čemž byl řezačkou tak těžce zraněn na levé ruce, že za krátko vykrvácením zemřel. Přivolaný obvodní lékař pan MUDr. Viktor Zezulka z Týna nad Vltavou mohl toliko zjistiti smrt.: [1102, 424, 1547, 558]
- article-body: Ze Znojma, 29. července. (Zvl. telegr.) Loupežný vrah Jan Šťastný, jenž zavraždil a oloupil Marii Farníkovou n byl k trestu smrti odsouzen, dostal od císaře milost. Nejvyšší soud určil mu trest doživotního žaláře.: [1102, 797, 1547, 893]
- article-body: (Damský odbor Národní jednoty severočeské ve Vys. Mýtě) pořádati bude dne 1. srpna o půl 4. hod. odpolední (za nepříznivého počasí 8. srpna) koncert „na rejdišti“. Spolupůsobiti budou mimo kapelu pana J. z Riesenfeldu ještě dvě kapely soukromých hudeb a více ochotníků. Dirigování koncertu převzal p. V. V. Lejsek, ruský státní kapelník v Taškendu ve střední Asii. Mimo to uspořádá spolek cyklistů vysokomýtských květinové korso; dámy „na rejdišti“ řídití budou bufet; po programu vypálen bude za řízení p. J. Lipovského velký ohňostroj. Osvětlení „rejdiště“ bude elektrické.: [1102, 1016, 1547, 1247]
- article-body: Minulý úterek pohádal se 35letý nádeník František Zibr se soudruhem svým Janem Klusáčkem, dělníkem na stavbě dráhy z Modřan do Čerčan a rozlítil se na něho v té míře, že uchopil těkou motyku a mrštil ji prudce po Klusáčkovi. Jen zakročením druhých dělníků byla rána útočníkova seslabena, takže Klusáček zasažen byl pouze násadou motyky a zraněn do levého oka. Zibr však i potom dotíral na Klusáčka, jež ostatní dělníci musili vzíti v ochranu a poněvadž Zibr se vyjádřil, že Klusáčka musí zabít, zatčen byl zuřivec místním četnictvem a dodán do vazby k okresnímu soudu v Jílovém.: [1102, 563, 1547, 793]
